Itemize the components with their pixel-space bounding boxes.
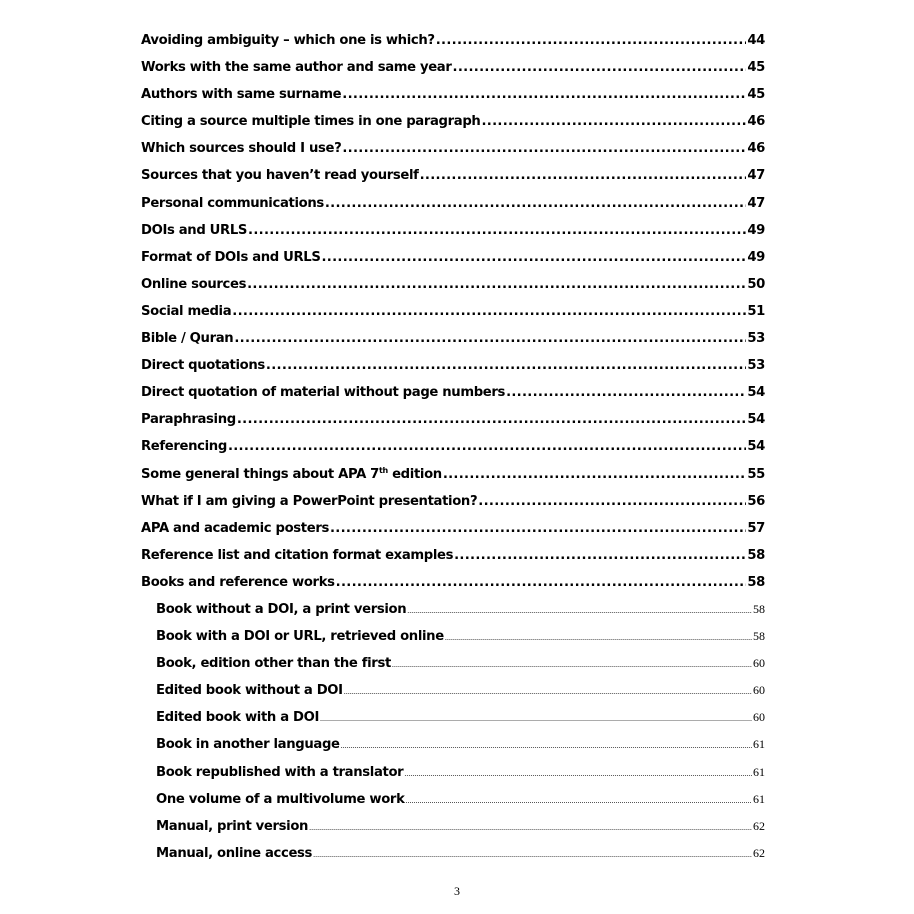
dot-leader [322, 250, 747, 265]
toc-entry-title-text: Some general things about APA 7 [141, 466, 380, 482]
toc-entry-page: 58 [753, 601, 765, 616]
toc-entry-page: 54 [747, 412, 765, 428]
toc-entry-title [141, 277, 246, 292]
toc-entry-page: 55 [747, 466, 765, 482]
toc-entry-title [156, 602, 406, 617]
toc-entry-title-text: Manual, online access [156, 845, 313, 861]
toc-entry-page: 54 [747, 385, 765, 401]
dot-leader [478, 494, 746, 509]
toc-entry-page: 61 [753, 791, 765, 806]
toc-entry-page: 61 [753, 737, 765, 752]
toc-entry-page: 60 [753, 683, 765, 698]
dot-leader [266, 358, 746, 373]
dot-leader [342, 141, 746, 156]
toc-subentry[interactable] [141, 602, 765, 629]
dot-leader [404, 769, 752, 778]
dot-leader [248, 223, 746, 238]
toc-entry-title-text: Book without a DOI, a print version [156, 601, 407, 617]
toc-entry-title-text: Avoiding ambiguity – which one is which? [141, 33, 435, 48]
toc-entry-title-text: Reference list and citation format examples [141, 547, 454, 563]
toc-entry-title-text: Direct quotation of material without page numbers [141, 385, 506, 401]
toc-entry-title [156, 737, 340, 752]
toc-subentry[interactable] [141, 765, 765, 792]
toc-entry[interactable] [141, 412, 765, 439]
toc-entry-title [156, 765, 403, 780]
dot-leader [228, 439, 746, 454]
dot-leader [454, 548, 746, 563]
toc-entry-page: 53 [747, 358, 765, 374]
toc-subentry[interactable] [141, 629, 765, 656]
toc-entry-title [141, 548, 453, 563]
toc-entry-title-text: APA and academic posters [141, 520, 329, 536]
toc-entry-title-tail: edition [387, 466, 442, 482]
toc-entry-title [156, 819, 308, 834]
toc-entry-title [141, 575, 335, 590]
toc-entry[interactable] [141, 196, 765, 223]
toc-entry[interactable] [141, 223, 765, 250]
toc-entry[interactable] [141, 521, 765, 548]
toc-entry-title-text: Sources that you haven’t read yourself [141, 168, 419, 184]
dot-leader [237, 412, 747, 427]
toc-entry-page: 50 [747, 276, 765, 292]
toc-entry-title [141, 494, 477, 509]
toc-entry-page: 46 [747, 114, 765, 130]
toc-entry-title [141, 250, 321, 265]
toc-subentry[interactable] [141, 656, 765, 683]
toc-subentry[interactable] [141, 737, 765, 764]
toc-entry-title-text: Book, edition other than the first [156, 656, 391, 672]
toc-entry-title [141, 439, 227, 454]
toc-entry-title-text: Referencing [141, 439, 227, 455]
toc-entry-title [141, 385, 505, 400]
dot-leader [341, 741, 752, 750]
toc-entry-page: 57 [747, 520, 765, 536]
toc-entry-title-text: Format of DOIs and URLS [141, 249, 321, 265]
toc-entry[interactable] [141, 250, 765, 277]
toc-entry-page: 53 [747, 331, 765, 347]
toc-entry-page: 58 [753, 629, 765, 644]
toc-entry[interactable] [141, 548, 765, 575]
toc-entry[interactable] [141, 494, 765, 521]
dot-leader [330, 521, 746, 536]
toc-entry-title [141, 521, 329, 536]
toc-entry-title-text: Works with the same author and same year [141, 60, 452, 76]
dot-leader [406, 796, 753, 805]
toc-entry-page: 49 [747, 249, 765, 265]
dot-leader [436, 33, 747, 48]
dot-leader [407, 606, 752, 615]
toc-entry-page: 58 [747, 547, 765, 563]
toc-entry[interactable] [141, 114, 765, 141]
dot-leader [392, 660, 752, 669]
toc-entry-title [141, 60, 452, 75]
toc-entry-title-text: One volume of a multivolume work [156, 791, 405, 807]
dot-leader [325, 196, 746, 211]
dot-leader [420, 168, 747, 183]
toc-entry-title-text: Edited book without a DOI [156, 683, 343, 699]
toc-entry-title-superscript: th [379, 465, 388, 475]
toc-entry-title-text: Social media [141, 303, 232, 319]
toc-subentry[interactable] [141, 683, 765, 710]
toc-entry-title-text: Online sources [141, 276, 247, 292]
toc-entry-title [156, 656, 391, 671]
toc-entry-title [141, 196, 324, 211]
toc-entry[interactable] [141, 168, 765, 195]
toc-entry-page: 44 [747, 33, 765, 48]
toc-entry-title-text: Authors with same surname [141, 87, 342, 103]
toc-entry-page: 46 [747, 141, 765, 157]
toc-entry-title-text: Book republished with a translator [156, 764, 404, 780]
toc-entry-title [156, 792, 405, 807]
toc-entry-title-text: DOIs and URLS [141, 222, 248, 238]
toc-entry-page: 62 [753, 818, 765, 833]
toc-entry-title-text: Books and reference works [141, 574, 335, 590]
toc-entry-page: 56 [747, 493, 765, 509]
toc-entry-page: 47 [747, 195, 765, 211]
toc-subentry[interactable] [141, 792, 765, 819]
toc-entry-title-text: Manual, print version [156, 818, 309, 834]
toc-entry[interactable] [141, 575, 765, 602]
toc-entry-title [141, 223, 247, 238]
toc-entry[interactable] [141, 331, 765, 358]
dot-leader [453, 60, 747, 75]
toc-entry-title [156, 629, 444, 644]
toc-subentry[interactable] [141, 710, 765, 737]
toc-entry-page: 45 [747, 87, 765, 103]
toc-entry-title [141, 33, 435, 48]
toc-entry-page: 54 [747, 439, 765, 455]
toc-entry-title [141, 168, 419, 183]
toc-entry-title [141, 141, 341, 156]
toc-entry-title-text: Personal communications [141, 195, 324, 211]
toc-entry[interactable] [141, 141, 765, 168]
toc-entry-page: 61 [753, 764, 765, 779]
dot-leader [336, 575, 747, 590]
toc-entry-title [141, 87, 341, 102]
toc-entry-title [156, 710, 319, 725]
dot-leader [443, 467, 747, 482]
toc-entry-title [141, 331, 233, 346]
toc-entry[interactable] [141, 304, 765, 331]
toc-subentry[interactable] [141, 846, 765, 873]
toc-entry-title-text: Paraphrasing [141, 412, 236, 428]
toc-entry-title [156, 846, 312, 861]
toc-entry[interactable] [141, 60, 765, 87]
toc-entry-title-text: Book in another language [156, 737, 340, 753]
dot-leader [232, 304, 746, 319]
toc-entry-title [141, 304, 231, 319]
dot-leader [481, 114, 746, 129]
toc-entry-page: 45 [747, 60, 765, 76]
toc-entry-page: 51 [747, 303, 765, 319]
toc-entry-title-text: Citing a source multiple times in one paragraph [141, 114, 481, 130]
toc-entry-title-text: Direct quotations [141, 358, 265, 374]
toc-entry-page: 60 [753, 656, 765, 671]
toc-entry-page: 62 [753, 845, 765, 860]
toc-entry[interactable] [141, 439, 765, 466]
toc-subentry[interactable] [141, 819, 765, 846]
toc-entry-page: 60 [753, 710, 765, 725]
toc-entry-page: 58 [747, 574, 765, 590]
toc-entry[interactable] [141, 467, 765, 494]
dot-leader [506, 385, 746, 400]
toc-entry[interactable] [141, 87, 765, 114]
toc-entry-title [141, 467, 442, 482]
toc-entry-title [141, 412, 236, 427]
dot-leader [344, 687, 752, 696]
dot-leader [342, 87, 746, 102]
toc-entry-page: 47 [747, 168, 765, 184]
toc-entry-title-text: Bible / Quran [141, 331, 234, 347]
dot-leader [320, 714, 752, 723]
toc-entry-title [141, 358, 265, 373]
toc-entry-title [156, 683, 343, 698]
toc-entry[interactable] [141, 358, 765, 385]
page-number: 3 [454, 884, 460, 898]
dot-leader [313, 850, 752, 859]
dot-leader [247, 277, 746, 292]
toc-entry[interactable] [141, 33, 765, 60]
toc-entry-title-text: Book with a DOI or URL, retrieved online [156, 629, 444, 645]
dot-leader [445, 633, 752, 642]
table-of-contents [141, 33, 765, 873]
toc-entry-page: 49 [747, 222, 765, 238]
toc-entry[interactable] [141, 277, 765, 304]
toc-entry-title [141, 114, 480, 129]
dot-leader [234, 331, 746, 346]
toc-entry-title-text: Which sources should I use? [141, 141, 342, 157]
dot-leader [309, 823, 752, 832]
toc-entry-title-text: Edited book with a DOI [156, 710, 320, 726]
toc-entry-title-text: What if I am giving a PowerPoint presentation? [141, 493, 478, 509]
toc-entry[interactable] [141, 385, 765, 412]
